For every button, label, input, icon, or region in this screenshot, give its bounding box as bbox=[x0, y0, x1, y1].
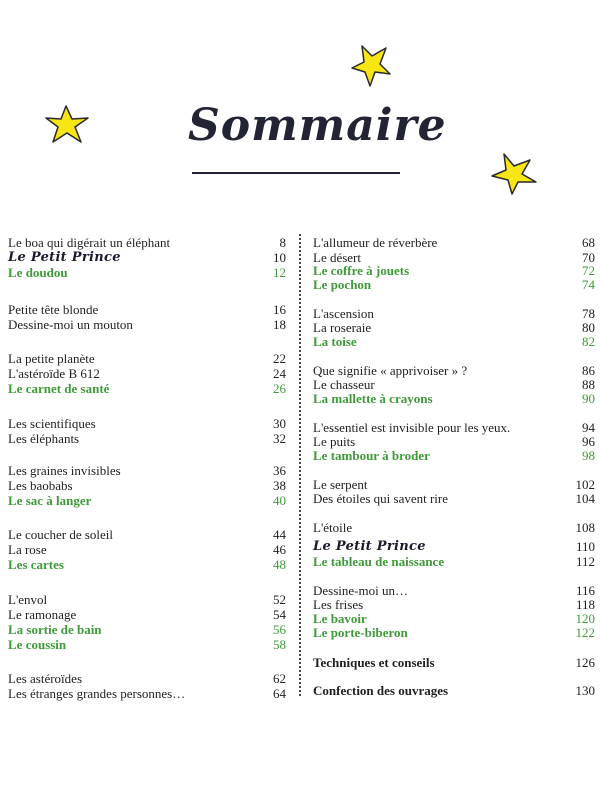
toc-entry-title: Le carnet de santé bbox=[8, 381, 110, 396]
toc-entry-page: 70 bbox=[582, 250, 595, 265]
toc-entry-page: 74 bbox=[582, 277, 595, 292]
toc-entry-page: 48 bbox=[273, 557, 286, 572]
toc-entry-page: 38 bbox=[273, 478, 286, 493]
toc-entry-title: Le chasseur bbox=[313, 377, 375, 392]
toc-entry-title: Les scientifiques bbox=[8, 416, 96, 431]
toc-entry-page: 104 bbox=[575, 491, 595, 506]
toc-entry-page: 108 bbox=[575, 520, 595, 535]
toc-entry-page: 46 bbox=[273, 542, 286, 557]
toc-entry-page: 88 bbox=[582, 377, 595, 392]
toc-entry-title: Le désert bbox=[313, 250, 362, 265]
toc-entry-title: Le bavoir bbox=[313, 611, 367, 626]
toc-entry-title: Le Petit Prince bbox=[8, 250, 121, 265]
toc-entry-title: Le pochon bbox=[313, 277, 372, 292]
toc-entry-page: 126 bbox=[575, 655, 595, 670]
toc-entry-title: Des étoiles qui savent rire bbox=[313, 491, 449, 506]
toc-entry-page: 122 bbox=[575, 625, 595, 640]
star-icon bbox=[490, 150, 538, 196]
page-title: Sommaire bbox=[188, 100, 447, 151]
toc-entry-page: 24 bbox=[273, 366, 286, 381]
toc-entry-title: Le doudou bbox=[8, 265, 68, 280]
toc-entry-page: 58 bbox=[273, 637, 286, 652]
toc-entry-title: Dessine-moi un… bbox=[313, 583, 408, 598]
toc-entry-page: 54 bbox=[273, 607, 286, 622]
toc-entry-title: L'ascension bbox=[313, 306, 374, 321]
toc-entry-page: 82 bbox=[582, 334, 595, 349]
toc-entry-page: 72 bbox=[582, 263, 595, 278]
column-divider bbox=[299, 234, 301, 696]
toc-entry-title: Le porte-biberon bbox=[313, 625, 408, 640]
title-underline bbox=[192, 172, 400, 174]
toc-entry-title: Petite tête blonde bbox=[8, 302, 99, 317]
toc-entry-title: L'essentiel est invisible pour les yeux. bbox=[313, 420, 511, 435]
toc-entry-page: 68 bbox=[582, 235, 595, 250]
toc-entry-title: Les étranges grandes personnes… bbox=[8, 686, 186, 701]
toc-entry-page: 26 bbox=[273, 381, 286, 396]
toc-entry-title: La rose bbox=[8, 542, 47, 557]
toc-entry-page: 18 bbox=[273, 317, 286, 332]
toc-entry-page: 86 bbox=[582, 363, 595, 378]
toc-entry-title: L'astéroïde B 612 bbox=[8, 366, 100, 381]
toc-entry-title: Le coucher de soleil bbox=[8, 527, 114, 542]
toc-entry-page: 64 bbox=[273, 686, 286, 701]
toc-entry-page: 112 bbox=[575, 554, 595, 569]
toc-entry-page: 98 bbox=[582, 448, 595, 463]
toc-entry-title: Les frises bbox=[313, 597, 364, 612]
toc-entry-page: 118 bbox=[575, 597, 595, 612]
toc-entry-title: Le serpent bbox=[313, 477, 368, 492]
star-icon bbox=[44, 104, 90, 144]
toc-entry-page: 22 bbox=[273, 351, 286, 366]
toc-entry-page: 120 bbox=[575, 611, 595, 626]
toc-entry-title: Techniques et conseils bbox=[313, 655, 435, 670]
toc-entry-title: La toise bbox=[313, 334, 357, 349]
star-icon bbox=[350, 44, 392, 88]
toc-entry-title: Que signifie « apprivoiser » ? bbox=[313, 363, 468, 378]
toc-entry-title: Les astéroïdes bbox=[8, 671, 83, 686]
toc-entry-page: 62 bbox=[273, 671, 286, 686]
toc-entry-title: Le puits bbox=[313, 434, 356, 449]
toc-entry-title: Le ramonage bbox=[8, 607, 77, 622]
toc-entry-page: 116 bbox=[575, 583, 595, 598]
toc-entry-page: 110 bbox=[575, 539, 595, 554]
toc-entry-title: Le Petit Prince bbox=[313, 539, 426, 554]
toc-entry-title: L'étoile bbox=[313, 520, 353, 535]
toc-entry-page: 80 bbox=[582, 320, 595, 335]
toc-entry-title: Le sac à langer bbox=[8, 493, 92, 508]
toc-entry-page: 102 bbox=[575, 477, 595, 492]
toc-entry-title: Dessine-moi un mouton bbox=[8, 317, 133, 332]
toc-entry-title: L'envol bbox=[8, 592, 48, 607]
toc-entry-page: 56 bbox=[273, 622, 286, 637]
toc-entry-title: Les cartes bbox=[8, 557, 64, 572]
toc-entry-title: Le tambour à broder bbox=[313, 448, 430, 463]
toc-entry-title: La sortie de bain bbox=[8, 622, 102, 637]
toc-entry-page: 130 bbox=[575, 683, 595, 698]
toc-entry-page: 40 bbox=[273, 493, 286, 508]
toc-entry-page: 8 bbox=[279, 235, 286, 250]
toc-entry-page: 44 bbox=[273, 527, 286, 542]
toc-entry-title: La roseraie bbox=[313, 320, 372, 335]
toc-entry-title: Le coussin bbox=[8, 637, 67, 652]
toc-entry-page: 96 bbox=[582, 434, 595, 449]
toc-entry-page: 16 bbox=[273, 302, 286, 317]
toc-entry-title: La mallette à crayons bbox=[313, 391, 433, 406]
toc-entry-page: 78 bbox=[582, 306, 595, 321]
toc-entry-page: 90 bbox=[582, 391, 595, 406]
toc-entry-page: 52 bbox=[273, 592, 286, 607]
toc-entry-title: Les baobabs bbox=[8, 478, 73, 493]
toc-entry-page: 32 bbox=[273, 431, 286, 446]
toc-entry-page: 12 bbox=[273, 265, 286, 280]
toc-entry-title: Le tableau de naissance bbox=[313, 554, 445, 569]
toc-entry-title: Les graines invisibles bbox=[8, 463, 121, 478]
toc-entry-page: 94 bbox=[582, 420, 595, 435]
toc-entry-title: Confection des ouvrages bbox=[313, 683, 449, 698]
toc-entry-page: 10 bbox=[273, 250, 286, 265]
toc-entry-title: La petite planète bbox=[8, 351, 95, 366]
toc-entry-page: 30 bbox=[273, 416, 286, 431]
toc-entry-title: Le coffre à jouets bbox=[313, 263, 410, 278]
toc-entry-title: Le boa qui digérait un éléphant bbox=[8, 235, 171, 250]
toc-entry-title: Les éléphants bbox=[8, 431, 80, 446]
toc-entry-page: 36 bbox=[273, 463, 286, 478]
toc-entry-title: L'allumeur de réverbère bbox=[313, 235, 438, 250]
